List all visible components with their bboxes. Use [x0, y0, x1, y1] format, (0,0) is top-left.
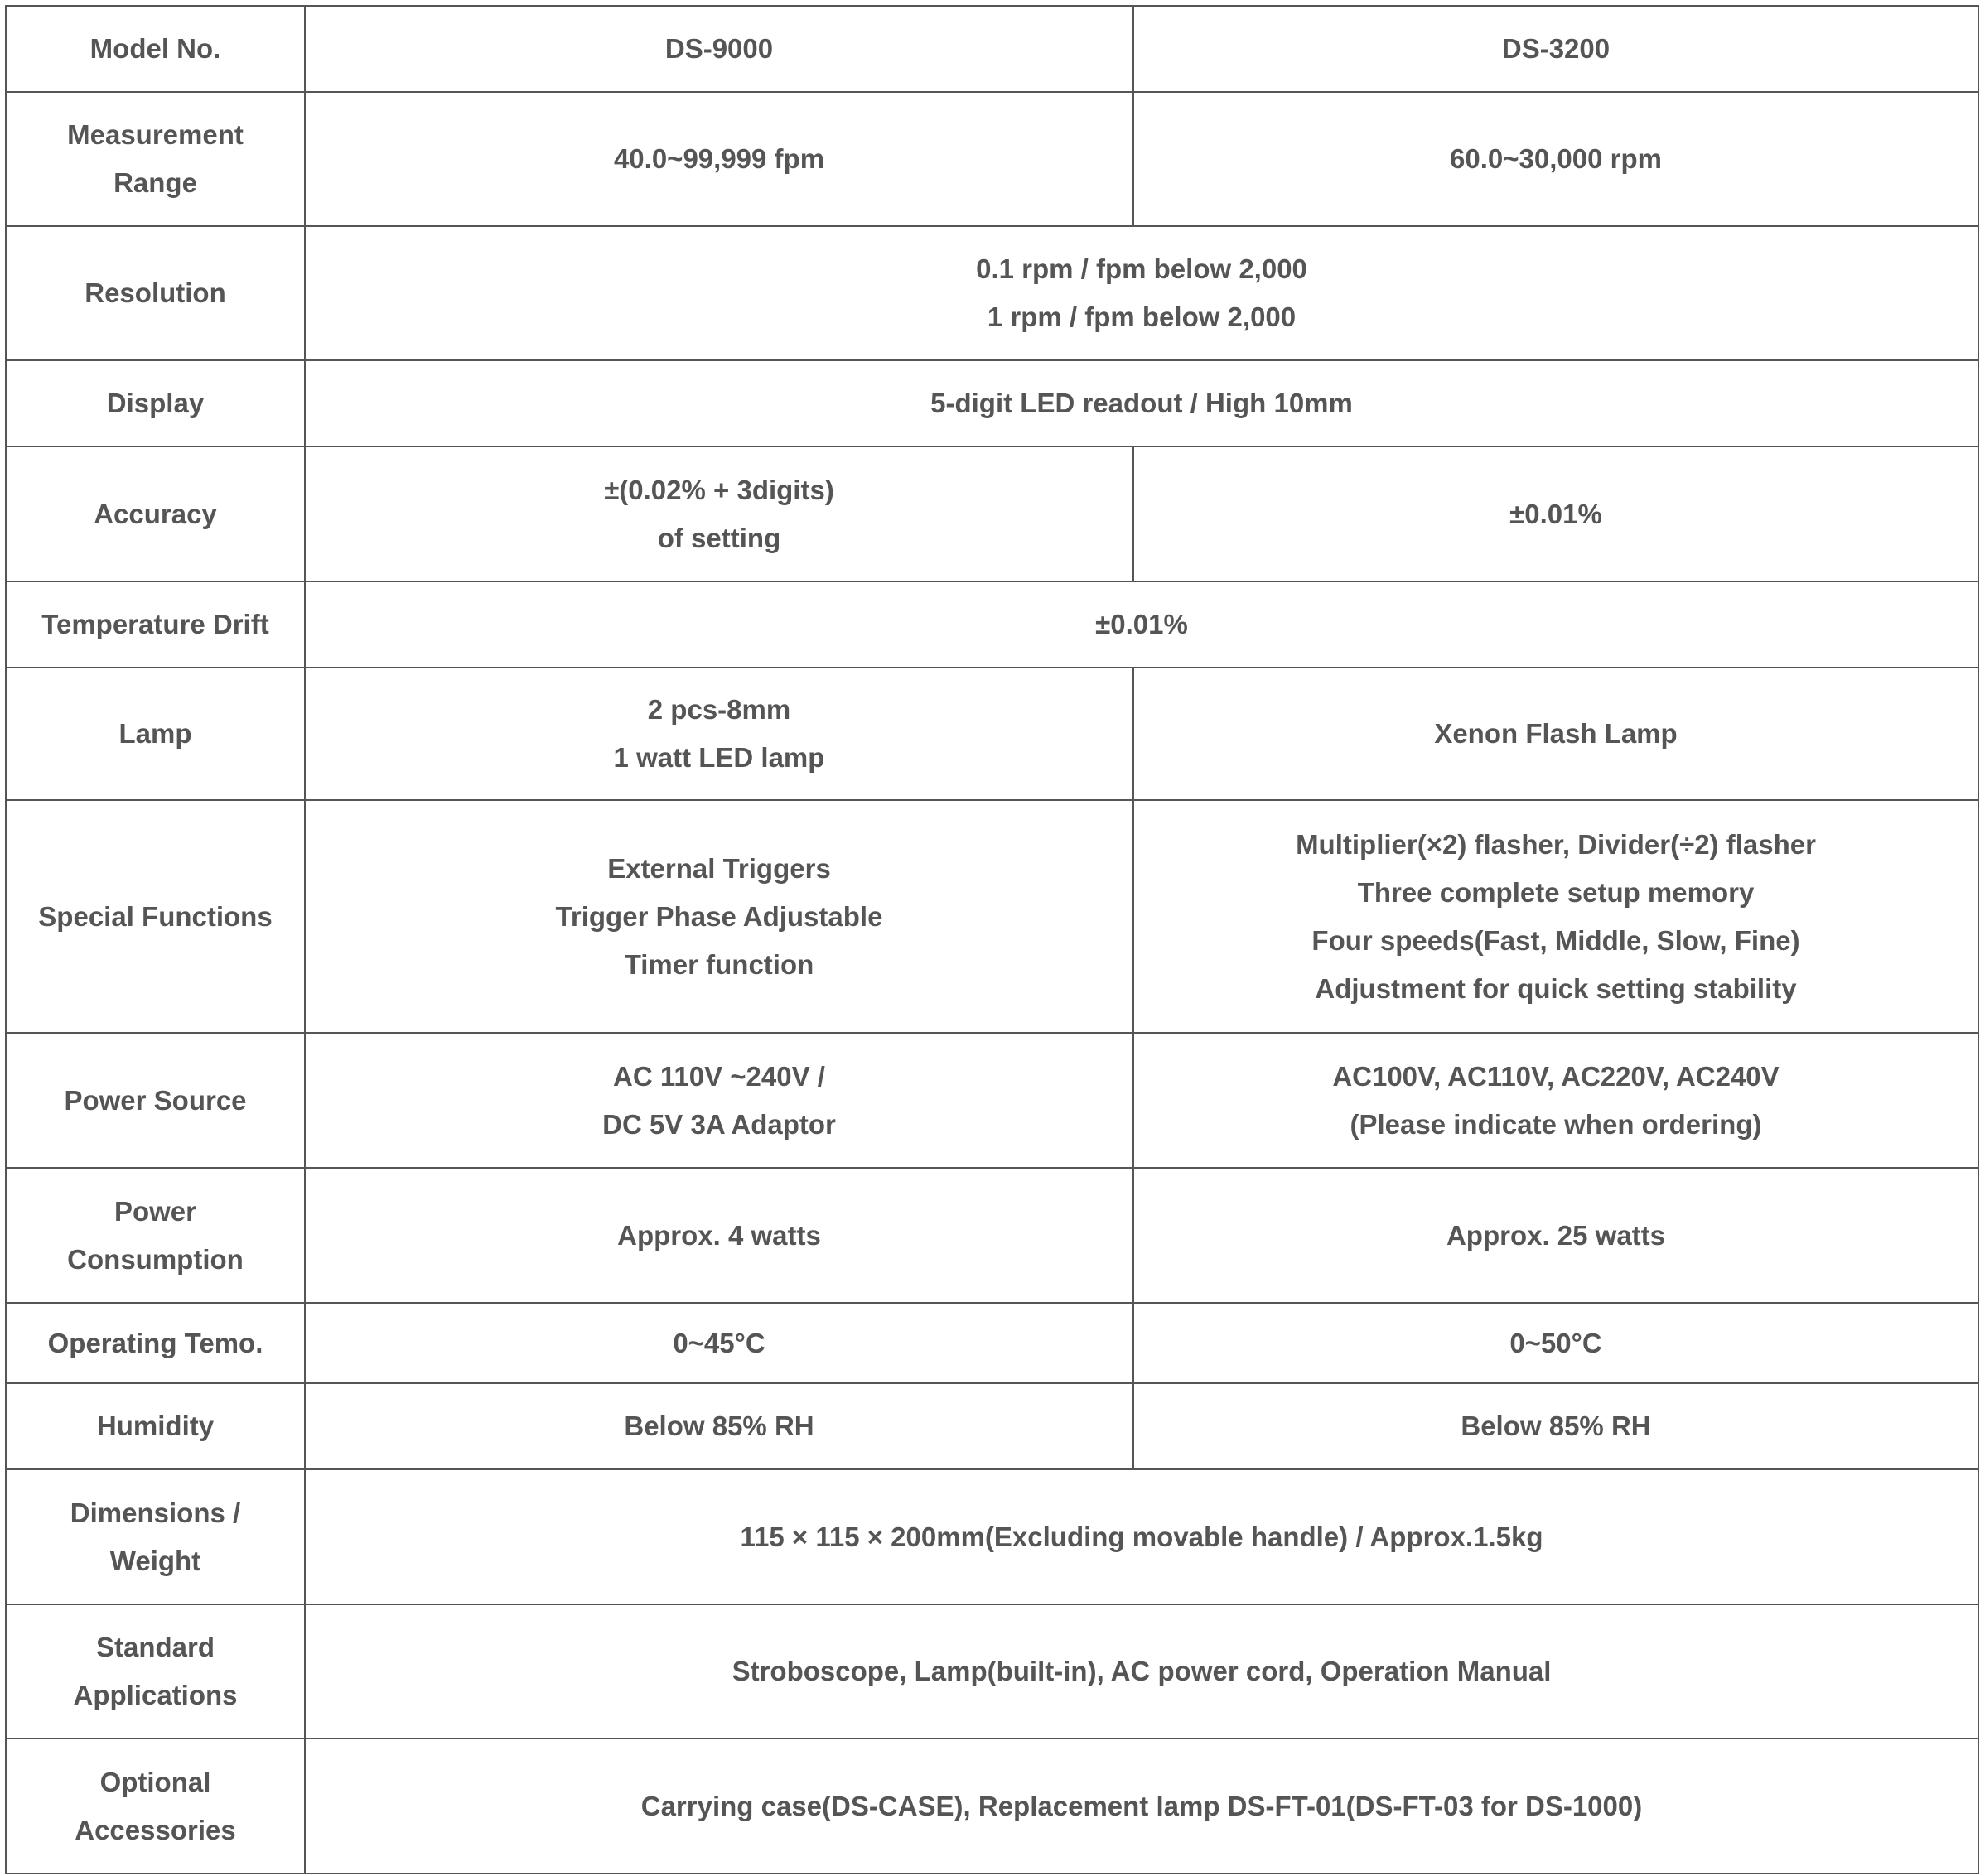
table-row — [6, 1033, 1978, 1168]
table-cell: AC 110V ~240V / DC 5V 3A Adaptor — [305, 1033, 1133, 1168]
table-cell: 0~50°C — [1133, 1303, 1978, 1383]
table-cell: Approx. 25 watts — [1133, 1168, 1978, 1303]
table-cell: Below 85% RH — [305, 1383, 1133, 1469]
table-row — [6, 1469, 1978, 1604]
table-row — [6, 1168, 1978, 1303]
row-label: Lamp — [6, 668, 305, 800]
table-row — [6, 92, 1978, 226]
table-row — [6, 446, 1978, 581]
table-cell: 2 pcs-8mm 1 watt LED lamp — [305, 668, 1133, 800]
table-row — [6, 1303, 1978, 1383]
table-cell: 0~45°C — [305, 1303, 1133, 1383]
table-cell: ±0.01% — [305, 581, 1978, 668]
table-row — [6, 6, 1978, 92]
table-cell: Approx. 4 watts — [305, 1168, 1133, 1303]
table-cell: Below 85% RH — [1133, 1383, 1978, 1469]
row-label: Humidity — [6, 1383, 305, 1469]
table-cell: Carrying case(DS-CASE), Replacement lamp DS-FT-01(DS-FT-03 for DS-1000) — [305, 1739, 1978, 1874]
row-label: Special Functions — [6, 800, 305, 1033]
row-label: Power Source — [6, 1033, 305, 1168]
table-cell: 60.0~30,000 rpm — [1133, 92, 1978, 226]
row-label: Measurement Range — [6, 92, 305, 226]
row-label: Resolution — [6, 226, 305, 360]
table-cell: Multiplier(×2) flasher, Divider(÷2) flasher Three complete setup memory Four speeds(Fast, Middle, Slow, Fine) Adjustment for quick setting stability — [1133, 800, 1978, 1033]
table-row — [6, 581, 1978, 668]
table-cell: 115 × 115 × 200mm(Excluding movable handle) / Approx.1.5kg — [305, 1469, 1978, 1604]
table-row — [6, 360, 1978, 446]
table-cell: AC100V, AC110V, AC220V, AC240V (Please indicate when ordering) — [1133, 1033, 1978, 1168]
row-label: Optional Accessories — [6, 1739, 305, 1874]
row-label: Accuracy — [6, 446, 305, 581]
table-cell: Xenon Flash Lamp — [1133, 668, 1978, 800]
table-row — [6, 226, 1978, 360]
row-label: Model No. — [6, 6, 305, 92]
table-row — [6, 1383, 1978, 1469]
spec-table — [5, 5, 1979, 1874]
table-cell: DS-9000 — [305, 6, 1133, 92]
table-cell: 0.1 rpm / fpm below 2,000 1 rpm / fpm below 2,000 — [305, 226, 1978, 360]
table-row — [6, 668, 1978, 800]
table-cell: External Triggers Trigger Phase Adjustable Timer function — [305, 800, 1133, 1033]
row-label: Standard Applications — [6, 1604, 305, 1739]
table-cell: DS-3200 — [1133, 6, 1978, 92]
row-label: Operating Temo. — [6, 1303, 305, 1383]
table-row — [6, 800, 1978, 1033]
row-label: Dimensions / Weight — [6, 1469, 305, 1604]
row-label: Power Consumption — [6, 1168, 305, 1303]
table-row — [6, 1739, 1978, 1874]
row-label: Temperature Drift — [6, 581, 305, 668]
row-label: Display — [6, 360, 305, 446]
table-row — [6, 1604, 1978, 1739]
table-cell: Stroboscope, Lamp(built-in), AC power cord, Operation Manual — [305, 1604, 1978, 1739]
table-cell: 40.0~99,999 fpm — [305, 92, 1133, 226]
table-cell: 5-digit LED readout / High 10mm — [305, 360, 1978, 446]
table-cell: ±0.01% — [1133, 446, 1978, 581]
table-cell: ±(0.02% + 3digits) of setting — [305, 446, 1133, 581]
